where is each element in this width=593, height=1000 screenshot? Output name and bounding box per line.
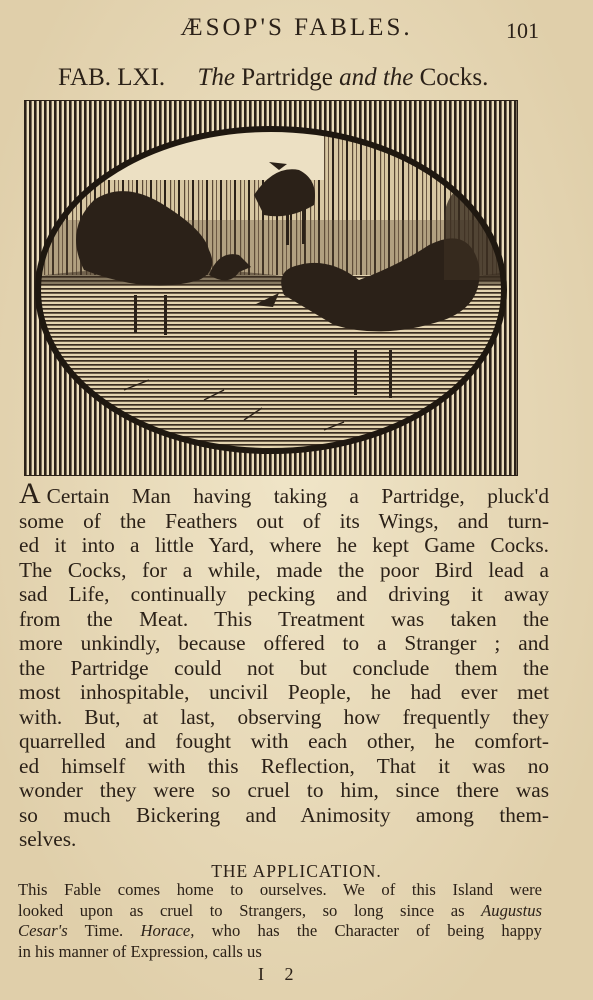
body-line: ed himself with this Reflection, That it was no	[19, 753, 549, 778]
fable-title-the: The	[197, 64, 235, 91]
fable-title-and-the: and the	[339, 64, 414, 91]
body-line: quarrelled and fought with each other, he comfort-	[19, 729, 549, 753]
body-line: some of the Feathers out of its Wings, and turn-	[19, 508, 549, 533]
fable-heading	[58, 64, 553, 92]
drop-cap: A	[19, 477, 41, 510]
fable-title-partridge: Partridge	[241, 64, 333, 91]
body-line: sad Life, continually pecking and driving it away	[19, 582, 549, 606]
application-line: in his manner of Expression, calls us	[18, 941, 262, 961]
fable-title-cocks: Cocks.	[419, 64, 489, 91]
body-line: with. But, at last, observing how frequently they	[19, 704, 549, 729]
application-italic-run: Augustus	[481, 900, 542, 920]
fable-number: FAB. LXI.	[58, 64, 166, 91]
woodcut-illustration	[24, 100, 518, 476]
body-line: most inhospitable, uncivil People, he had ever met	[19, 680, 549, 704]
body-line: so much Bickering and Animosity among them-	[19, 802, 549, 827]
body-line: selves.	[19, 827, 77, 851]
body-line	[19, 477, 549, 510]
body-line: from the Meat. This Treatment was taken the	[19, 606, 549, 631]
body-line-text: Certain Man having taking a Partridge, pluck'd	[46, 484, 549, 508]
body-line: ed it into a little Yard, where he kept Game Cocks.	[19, 533, 549, 557]
application-italic-run: Cesar's	[18, 921, 68, 940]
application-text-run: who has the Character of being happy	[194, 921, 542, 940]
running-title: ÆSOP'S FABLES.	[180, 14, 413, 41]
body-line: The Cocks, for a while, made the poor Bird lead a	[19, 557, 549, 582]
application-line: This Fable comes home to ourselves. We of this Island were	[18, 880, 542, 899]
fable-body-text	[19, 477, 549, 852]
running-head	[0, 14, 593, 48]
application-text-run: looked upon as cruel to Strangers, so long since as	[18, 900, 482, 920]
page-number: 101	[506, 18, 539, 43]
body-line: the Partridge could not but conclude them the	[19, 655, 549, 680]
application-title: THE APPLICATION.	[211, 861, 382, 881]
application-italic-run: Horace,	[140, 921, 195, 940]
application-text-run: Time.	[67, 921, 141, 940]
application-line	[18, 901, 542, 922]
signature-mark: I 2	[258, 964, 302, 984]
body-line: wonder they were so cruel to him, since there was	[19, 778, 549, 802]
application-text	[18, 880, 542, 962]
body-line: more unkindly, because offered to a Stranger ; and	[19, 631, 549, 655]
application-line	[18, 921, 542, 942]
